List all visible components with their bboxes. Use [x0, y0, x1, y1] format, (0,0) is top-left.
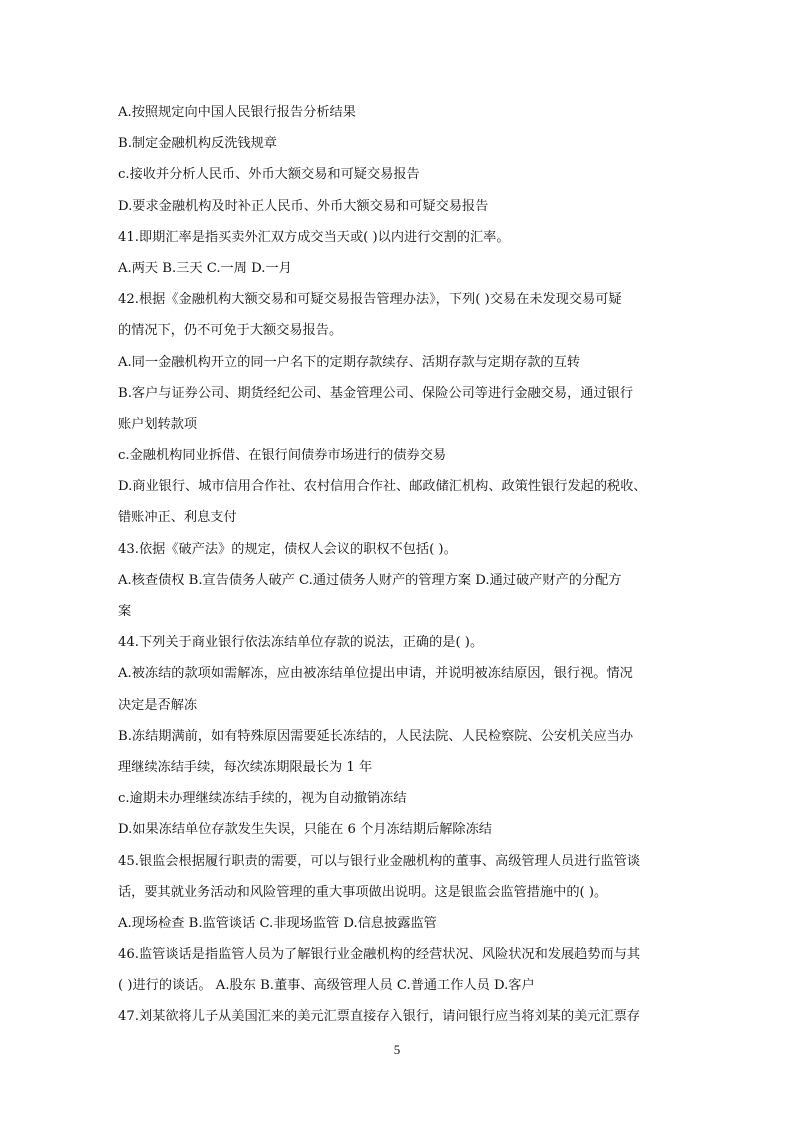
text-line: 案 [118, 604, 132, 619]
text-line: 理继续冻结手续，每次续冻期限最长为 1 年 [118, 759, 373, 775]
text-line: 43.依据《破产法》的规定，债权人会议的职权不包括( )。 [118, 541, 457, 557]
text-line: c.金融机构同业拆借、在银行间债券市场进行的债券交易 [118, 448, 447, 464]
text-line: D.如果冻结单位存款发生失误，只能在 6 个月冻结期后解除冻结 [118, 822, 492, 838]
text-line: 41.即期汇率是指买卖外汇双方成交当天或( )以内进行交割的汇率。 [118, 229, 510, 245]
text-line: 决定是否解冻 [118, 697, 198, 713]
text-line: ( )进行的谈话。 A.股东 B.董事、高级管理人员 C.普通工作人员 D.客户 [118, 978, 535, 994]
text-line: c.逾期未办理继续冻结手续的，视为自动撤销冻结 [118, 791, 407, 807]
text-line: 45.银监会根据履行职责的需要，可以与银行业金融机构的董事、高级管理人员进行监管谈 [118, 853, 641, 869]
text-line: A.被冻结的款项如需解冻，应由被冻结单位提出申请，并说明被冻结原因，银行视。情况 [118, 666, 633, 682]
question-text-block [118, 103, 680, 1039]
text-line: 46.监管谈话是指监管人员为了解银行业金融机构的经营状况、风险状况和发展趋势而与其 [118, 947, 641, 963]
text-line: 账户划转款项 [118, 416, 198, 432]
text-line: A.两天 B.三天 C.一周 D.一月 [118, 260, 292, 276]
page-number: 5 [393, 1042, 401, 1057]
text-line: A.同一金融机构开立的同一户名下的定期存款续存、活期存款与定期存款的互转 [118, 354, 581, 370]
text-line: 47.刘某欲将儿子从美国汇来的美元汇票直接存入银行，请问银行应当将刘某的美元汇票存 [118, 1009, 641, 1025]
text-line: A.核查债权 B.宣告债务人破产 C.通过债务人财产的管理方案 D.通过破产财产的分配方 [118, 572, 622, 588]
text-line: 42.根据《金融机构大额交易和可疑交易报告管理办法》，下列( )交易在未发现交易可疑 [118, 292, 622, 308]
text-line: c.接收并分析人民币、外币大额交易和可疑交易报告 [118, 167, 420, 183]
text-line: B.冻结期满前，如有特殊原因需要延长冻结的，人民法院、人民检察院、公安机关应当办 [118, 728, 634, 744]
text-line: B.制定金融机构反洗钱规章 [118, 136, 277, 152]
text-line: 的情况下，仍不可免于大额交易报告。 [118, 323, 343, 339]
text-line: B.客户与证券公司、期货经纪公司、基金管理公司、保险公司等进行金融交易，通过银行 [118, 385, 634, 401]
text-line: 44.下列关于商业银行依法冻结单位存款的说法，正确的是( )。 [118, 635, 484, 651]
text-line: A.按照规定向中国人民银行报告分析结果 [118, 105, 356, 120]
text-line: 错账冲正、利息支付 [118, 510, 237, 526]
text-line: 话，要其就业务活动和风险管理的重大事项做出说明。这是银监会监管措施中的( )。 [118, 884, 608, 900]
text-line: A.现场检查 B.监管谈话 C.非现场监管 D.信息披露监管 [118, 915, 437, 931]
text-line: D.商业银行、城市信用合作社、农村信用合作社、邮政储汇机构、政策性银行发起的税收、 [118, 479, 647, 495]
text-line: D.要求金融机构及时补正人民币、外币大额交易和可疑交易报告 [118, 198, 489, 214]
